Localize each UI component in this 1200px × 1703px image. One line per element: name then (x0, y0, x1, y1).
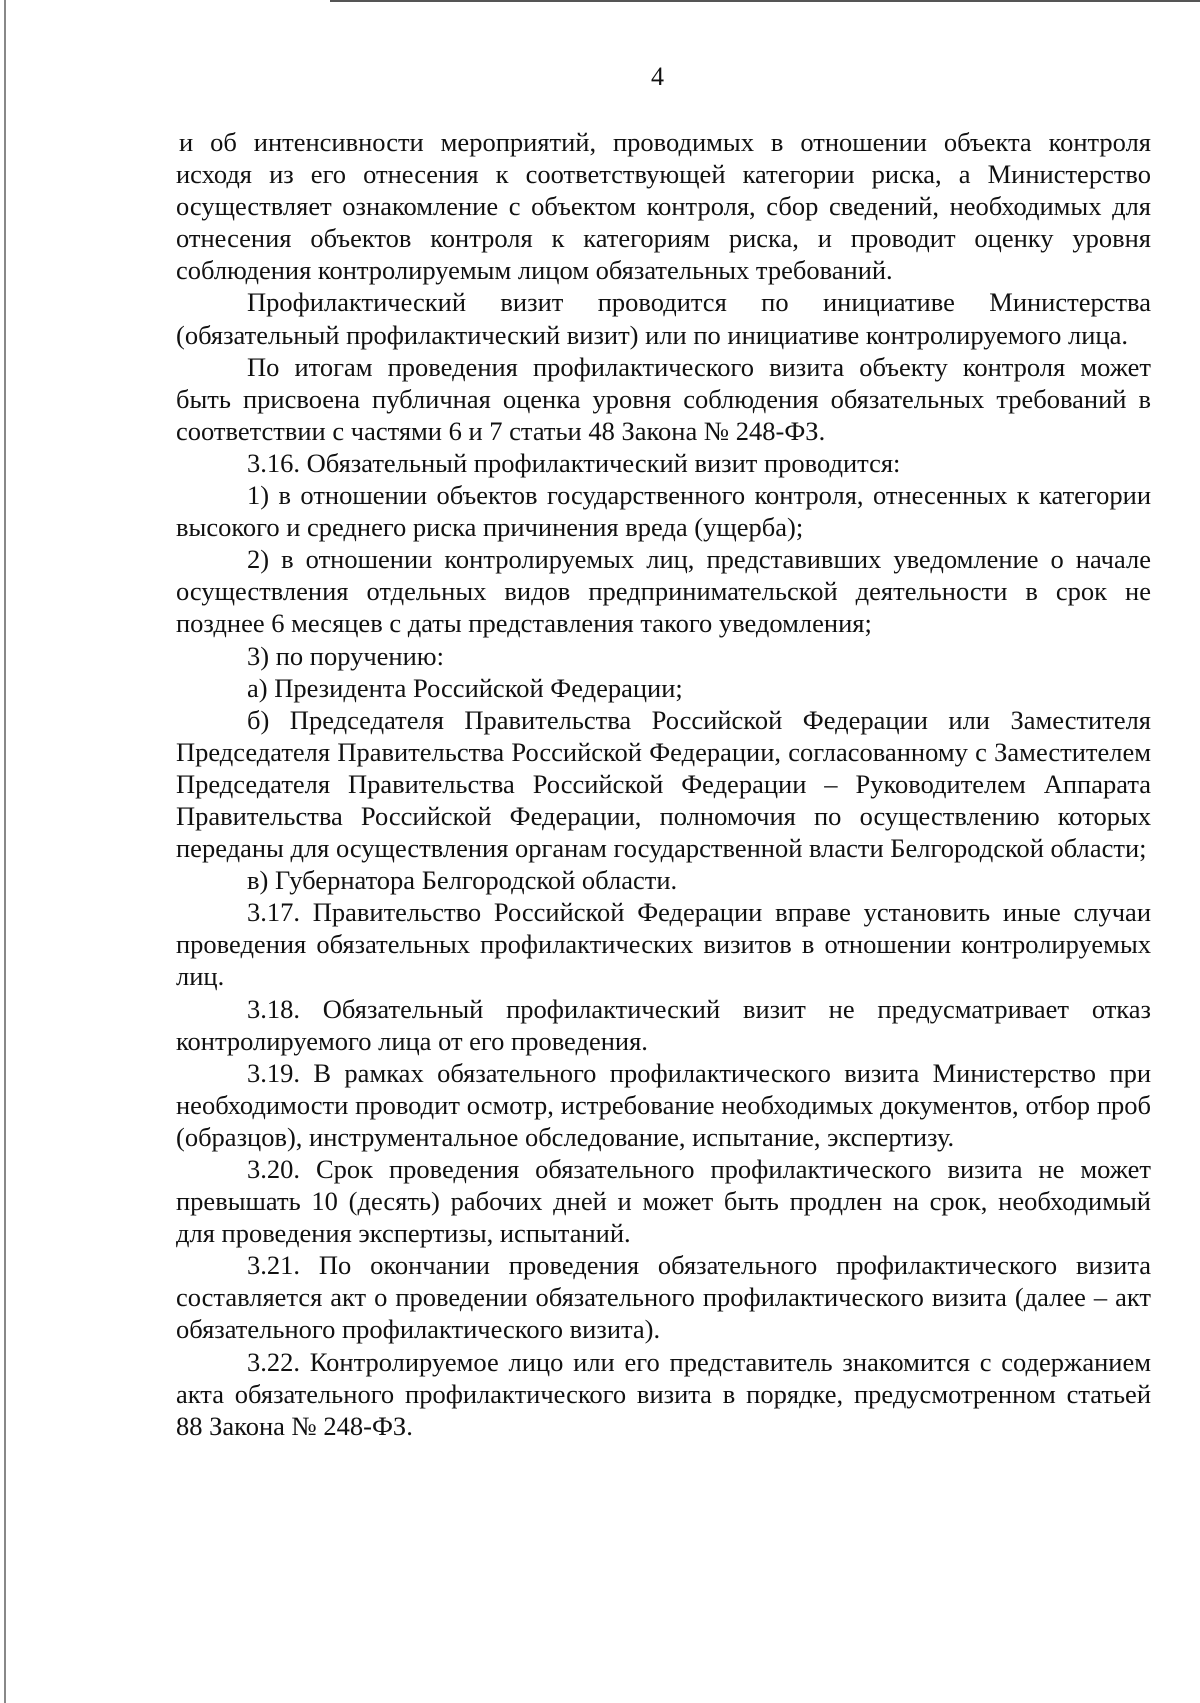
clause-3-16: 3.16. Обязательный профилактический визит проводится: (247, 447, 901, 478)
list-item-2: 2) в отношении контролируемых лиц, представивших уведомление о начале осуществления отдельных видов предпринимательской деятельности в срок не позднее 6 месяцев с даты представления такого уведомления; (176, 544, 1151, 639)
list-item-1: 1) в отношении объектов государственного контроля, отнесенных к категории высокого и среднего риска причинения вреда (ущерба); (176, 480, 1151, 543)
scan-edge-top (330, 0, 1200, 2)
list-item-3a: а) Президента Российской Федерации; (247, 672, 683, 703)
paragraph-continuation: и об интенсивности мероприятий, проводимых в отношении объекта контроля исходя из его отнесения к соответствующей категории риска, а Министерство осуществляет ознакомление с объектом контроля, сбор сведений, необходимых для отнесения объектов контроля к категориям риска, и проводит оценку уровня соблюдения контролируемым лицом обязательных требований. (176, 127, 1151, 286)
clause-3-21: 3.21. По окончании проведения обязательного профилактического визита составляется акт о проведении обязательного профилактического визита (далее – акт обязательного профилактического визита). (176, 1250, 1151, 1345)
clause-3-20: 3.20. Срок проведения обязательного профилактического визита не может превышать 10 (десять) рабочих дней и может быть продлен на срок, необходимый для проведения экспертизы, испытаний. (176, 1154, 1151, 1249)
list-item-3b: б) Председателя Правительства Российской Федерации или Заместителя Председателя Правительства Российской Федерации, согласованному с Заместителем Председателя Правительства Российской Федерации – Руководителем Аппарата Правительства Российской Федерации, полномочия по осуществлению которых переданы для осуществления органам государственной власти Белгородской области; (176, 704, 1151, 864)
clause-3-17: 3.17. Правительство Российской Федерации вправе установить иные случаи проведения обязательных профилактических визитов в отношении контролируемых лиц. (176, 897, 1151, 992)
paragraph-public-assessment: По итогам проведения профилактического визита объекту контроля может быть присвоена публичная оценка уровня соблюдения обязательных требований в соответствии с частями 6 и 7 статьи 48 Закона № 248-ФЗ. (176, 351, 1151, 446)
page-number: 4 (651, 62, 664, 91)
clause-3-18: 3.18. Обязательный профилактический визит не предусматривает отказ контролируемого лица от его проведения. (176, 993, 1151, 1056)
list-item-3v: в) Губернатора Белгородской области. (247, 865, 678, 896)
list-item-3: 3) по поручению: (247, 640, 444, 671)
clause-3-19: 3.19. В рамках обязательного профилактического визита Министерство при необходимости проводит осмотр, истребование необходимых документов, отбор проб (образцов), инструментальное обследование, испытание, экспертизу. (176, 1057, 1151, 1152)
clause-3-22: 3.22. Контролируемое лицо или его представитель знакомится с содержанием акта обязательного профилактического визита в порядке, предусмотренном статьей 88 Закона № 248-ФЗ. (176, 1346, 1151, 1441)
scan-edge-left (4, 0, 6, 1703)
paragraph-initiative: Профилактический визит проводится по инициативе Министерства (обязательный профилактический визит) или по инициативе контролируемого лица. (176, 287, 1151, 350)
document-body (176, 126, 1151, 1442)
